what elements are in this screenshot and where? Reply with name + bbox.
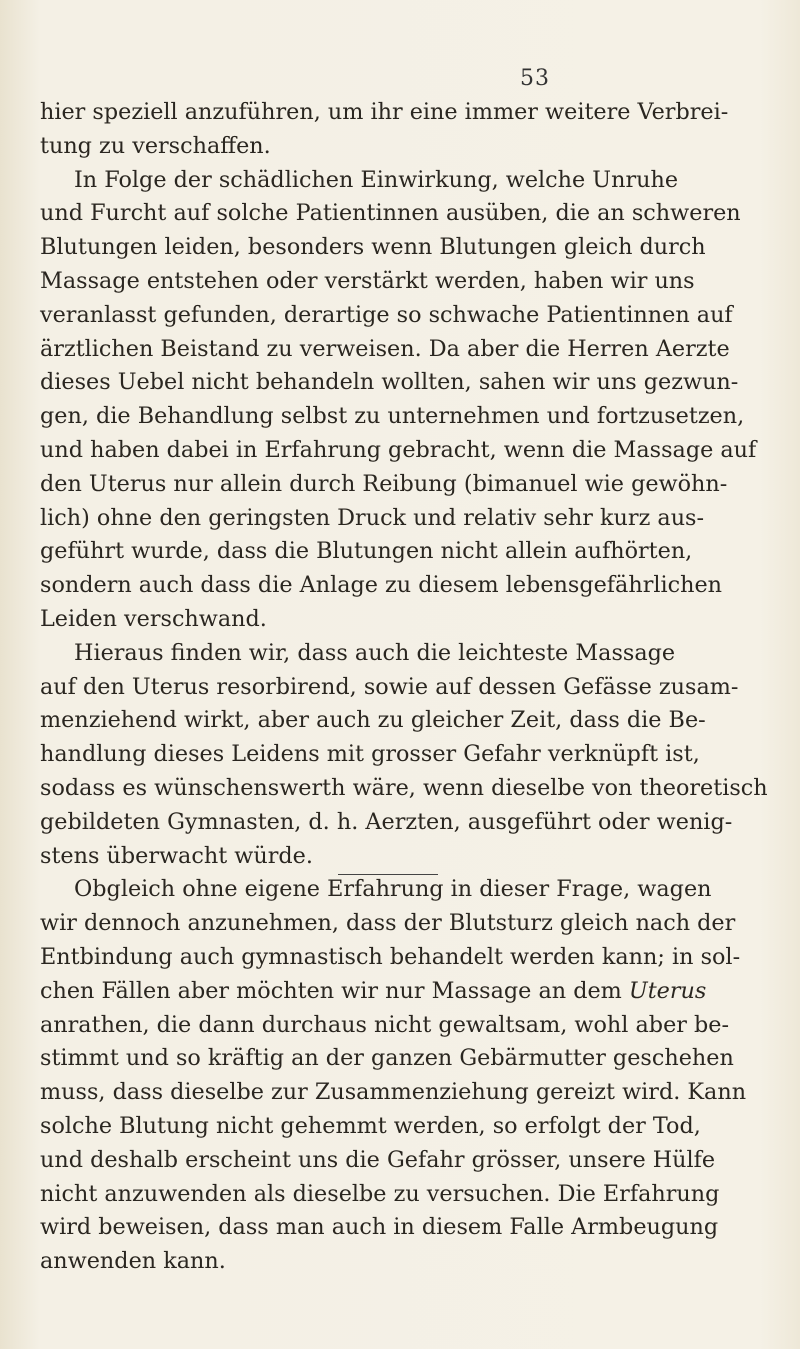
text-line: handlung dieses Leidens mit grosser Gefahr verknüpft ist,	[40, 741, 700, 768]
text-line: wird beweisen, dass man auch in diesem Falle Armbeugung	[40, 1214, 719, 1241]
text-line: ärztlichen Beistand zu verweisen. Da aber die Herren Aerzte	[40, 335, 730, 362]
text-line: und haben dabei in Erfahrung gebracht, wenn die Massage auf	[40, 436, 757, 463]
text-line: muss, dass dieselbe zur Zusammenziehung gereizt wird. Kann	[40, 1079, 747, 1106]
text-line	[40, 975, 755, 1009]
text-line: geführt wurde, dass die Blutungen nicht allein aufhörten,	[40, 538, 693, 565]
text-line-part: chen Fällen aber möchten wir nur Massage an dem	[40, 977, 622, 1004]
text-line: solche Blutung nicht gehemmt werden, so erfolgt der Tod,	[40, 1112, 701, 1139]
text-line: anrathen, die dann durchaus nicht gewaltsam, wohl aber be-	[40, 1011, 730, 1038]
text-line: Leiden verschwand.	[40, 605, 267, 632]
body-text	[40, 96, 768, 1279]
text-line: Blutungen leiden, besonders wenn Blutungen gleich durch	[40, 234, 706, 261]
text-line: und Furcht auf solche Patientinnen ausüben, die an schweren	[40, 200, 741, 227]
text-line: menziehend wirkt, aber auch zu gleicher Zeit, dass die Be-	[40, 707, 706, 734]
text-line: wir dennoch anzunehmen, dass der Blutsturz gleich nach der	[40, 910, 736, 937]
text-line: sondern auch dass die Anlage zu diesem lebensgefährlichen	[40, 572, 723, 599]
paragraph-start-line: Obgleich ohne eigene Erfahrung in dieser Frage, wagen	[74, 876, 712, 903]
text-line: Entbindung auch gymnastisch behandelt werden kann; in sol-	[40, 943, 741, 970]
end-divider-rule	[338, 874, 438, 875]
text-line: und deshalb erscheint uns die Gefahr grösser, unsere Hülfe	[40, 1146, 716, 1173]
text-line: lich) ohne den geringsten Druck und relativ sehr kurz aus-	[40, 504, 705, 531]
text-line: dieses Uebel nicht behandeln wollten, sahen wir uns gezwun-	[40, 369, 739, 396]
text-line: auf den Uterus resorbirend, sowie auf dessen Gefässe zusam-	[40, 673, 739, 700]
text-line: Massage entstehen oder verstärkt werden, haben wir uns	[40, 267, 695, 294]
paragraph-start-line: In Folge der schädlichen Einwirkung, welche Unruhe	[74, 166, 679, 193]
text-line: gebildeten Gymnasten, d. h. Aerzten, ausgeführt oder wenig-	[40, 808, 733, 835]
page-number: 53	[520, 66, 550, 91]
text-line: tung zu verschaffen.	[40, 132, 271, 159]
text-line: stimmt und so kräftig an der ganzen Gebärmutter geschehen	[40, 1045, 734, 1072]
text-line: veranlasst gefunden, derartige so schwache Patientinnen auf	[40, 301, 733, 328]
text-line: anwenden kann.	[40, 1248, 226, 1275]
text-line: stens überwacht würde.	[40, 842, 313, 869]
paragraph-start-line: Hieraus finden wir, dass auch die leichteste Massage	[74, 639, 676, 666]
text-line: sodass es wünschenswerth wäre, wenn dieselbe von theoretisch	[40, 774, 768, 801]
text-line: hier speziell anzuführen, um ihr eine immer weitere Verbrei-	[40, 99, 729, 125]
text-line: den Uterus nur allein durch Reibung (bimanuel wie gewöhn-	[40, 470, 728, 497]
italic-word: Uterus	[628, 977, 707, 1004]
text-line: nicht anzuwenden als dieselbe zu versuchen. Die Erfahrung	[40, 1180, 720, 1207]
text-line: gen, die Behandlung selbst zu unternehmen und fortzusetzen,	[40, 403, 745, 430]
